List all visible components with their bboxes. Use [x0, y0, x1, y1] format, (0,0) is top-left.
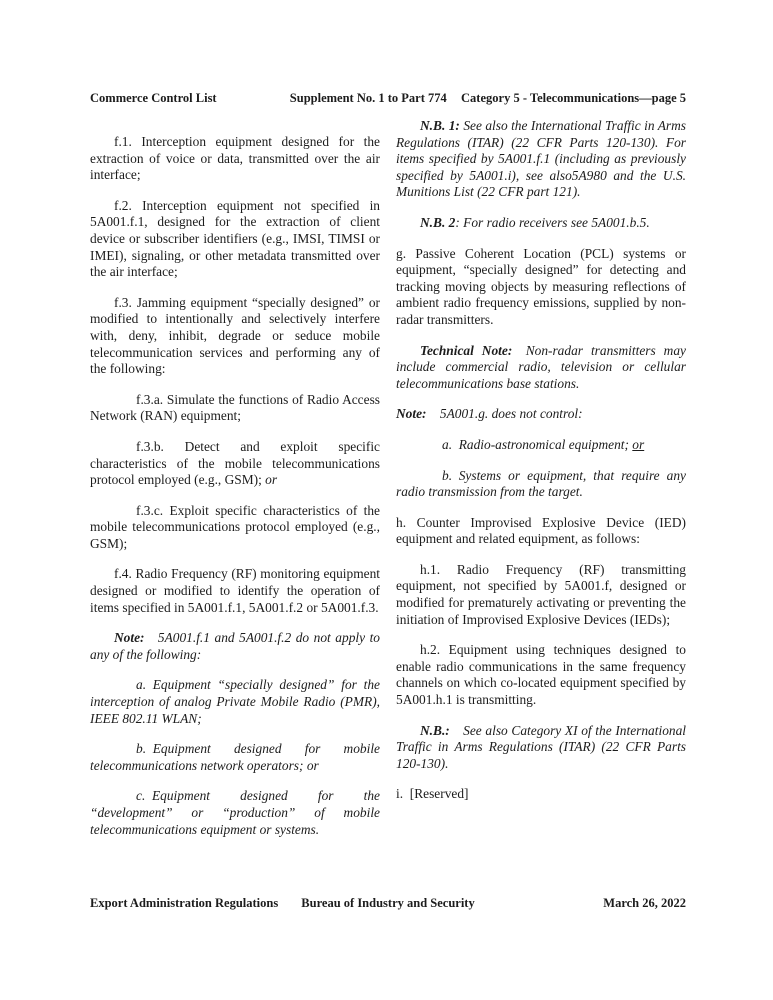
para-note-g-a [396, 437, 686, 454]
para-f2 [90, 198, 380, 281]
text-run: N.B.: [420, 722, 450, 738]
text-run: f.3.b. Detect and exploit specific characteristics of the mobile telecommunications protocol employed (e.g., GSM); [90, 438, 380, 488]
page-footer [90, 896, 686, 911]
text-run: 5A001.f.1 and 5A001.f.2 do not apply to any of the following: [90, 630, 380, 662]
para-note-f [90, 630, 380, 663]
text-run: N.B. 1: [420, 118, 460, 133]
text-run: g. Passive Coherent Location (PCL) systems or equipment, “specially designed” for detecting and tracking moving objects by measuring reflections of ambient radio frequency emissions, supplied by non-radar transmitters. [396, 245, 686, 327]
header-document-title: Commerce Control List [90, 91, 217, 105]
text-run: 5A001.g. does not control: [426, 406, 583, 422]
text-run: b. Equipment designed for mobile telecommunications network operators; or [90, 741, 380, 773]
header-category-page-label: Category 5 - Telecommunications—page 5 [461, 91, 687, 105]
text-run: Non-radar transmitters may include commercial radio, television or cellular telecommunications base stations. [396, 342, 686, 391]
text-run: f.2. Interception equipment not specified in 5A001.f.1, designed for the extraction of client device or subscriber identifiers (e.g., IMSI, TIMSI or IMEI), signaling, or other metadata transmitted over the air interface; [90, 197, 380, 280]
text-run: See also Category XI of the International Traffic in Arms Regulations (ITAR) (22 CFR Parts 120-130). [396, 722, 686, 771]
text-run: Note: [396, 406, 427, 422]
text-run: or [265, 472, 278, 488]
para-f3c [90, 503, 380, 553]
para-f4 [90, 566, 380, 616]
left-column [90, 118, 380, 852]
text-run: or [632, 436, 645, 452]
para-f3b [90, 439, 380, 489]
para-note-g [396, 406, 686, 423]
text-run: a. Equipment “specially designed” for the interception of analog Private Mobile Radio (PMR), IEEE 802.11 WLAN; [90, 677, 380, 726]
text-run: h.1. Radio Frequency (RF) transmitting equipment, not specified by 5A001.f, designed or modified for prematurely activating or preventing the initiation of Improvised Explosive Devices (IEDs); [396, 561, 686, 627]
text-run: Technical Note: [420, 342, 513, 358]
para-note-f-b [90, 741, 380, 774]
para-f3a [90, 392, 380, 425]
para-note-f-a [90, 677, 380, 727]
para-h [396, 515, 686, 548]
text-run: : For radio receivers see 5A001.b.5. [455, 214, 650, 230]
two-column-body [90, 118, 686, 852]
para-g [396, 246, 686, 329]
para-h2 [396, 642, 686, 708]
para-i-reserved [396, 786, 686, 803]
text-run: i. [Reserved] [396, 786, 469, 802]
text-run: f.3. Jamming equipment “specially designed” or modified to intentionally and selectively interfere with, deny, inhibit, degrade or seduce mobile telecommunication services and performing any of the following: [90, 294, 380, 377]
text-run: See also the International Traffic in Arms Regulations (ITAR) (22 CFR Parts 120-130). For items specified by 5A001.f.1 (including as previously specified by 5A001.i), see also5A980 and the U.S. Munitions List (22 CFR part 121). [396, 118, 686, 200]
text-run: a. Radio-astronomical equipment; [442, 436, 633, 452]
para-note-g-b [396, 468, 686, 501]
text-run: f.1. Interception equipment designed for the extraction of voice or data, transmitted over the air interface; [90, 134, 380, 183]
right-column [396, 118, 686, 852]
para-h1 [396, 562, 686, 628]
text-run: h. Counter Improvised Explosive Device (IED) equipment and related equipment, as follows: [396, 514, 686, 547]
page-header [90, 91, 686, 106]
para-note-f-c [90, 788, 380, 838]
footer-date-label: March 26, 2022 [603, 896, 687, 910]
text-run: f.4. Radio Frequency (RF) monitoring equipment designed or modified to identify the operation of items specified in 5A001.f.1, 5A001.f.2 or 5A001.f.3. [90, 566, 380, 615]
header-supplement-label: Supplement No. 1 to Part 774 [289, 91, 447, 105]
para-f3 [90, 295, 380, 378]
text-run: h.2. Equipment using techniques designed to enable radio communications in the same frequency channels on which co-located equipment specified by 5A001.h.1 is transmitting. [396, 642, 686, 708]
para-nb1 [396, 118, 686, 201]
footer-regulations-label: Export Administration Regulations [90, 896, 279, 910]
text-run: N.B. 2 [420, 214, 456, 230]
text-run: c. Equipment designed for the “development” or “production” of mobile telecommunications equipment or systems. [90, 788, 380, 837]
text-run: f.3.c. Exploit specific characteristics of the mobile telecommunications protocol employed (e.g., GSM); [90, 502, 380, 551]
footer-bureau-label: Bureau of Industry and Security [301, 896, 475, 910]
text-run: Note: [114, 630, 145, 646]
text-run: b. Systems or equipment, that require any radio transmission from the target. [396, 467, 686, 500]
para-nb2 [396, 215, 686, 232]
para-f1 [90, 134, 380, 184]
para-nb [396, 723, 686, 773]
text-run: f.3.a. Simulate the functions of Radio Access Network (RAN) equipment; [90, 391, 380, 424]
para-technical-note [396, 343, 686, 393]
